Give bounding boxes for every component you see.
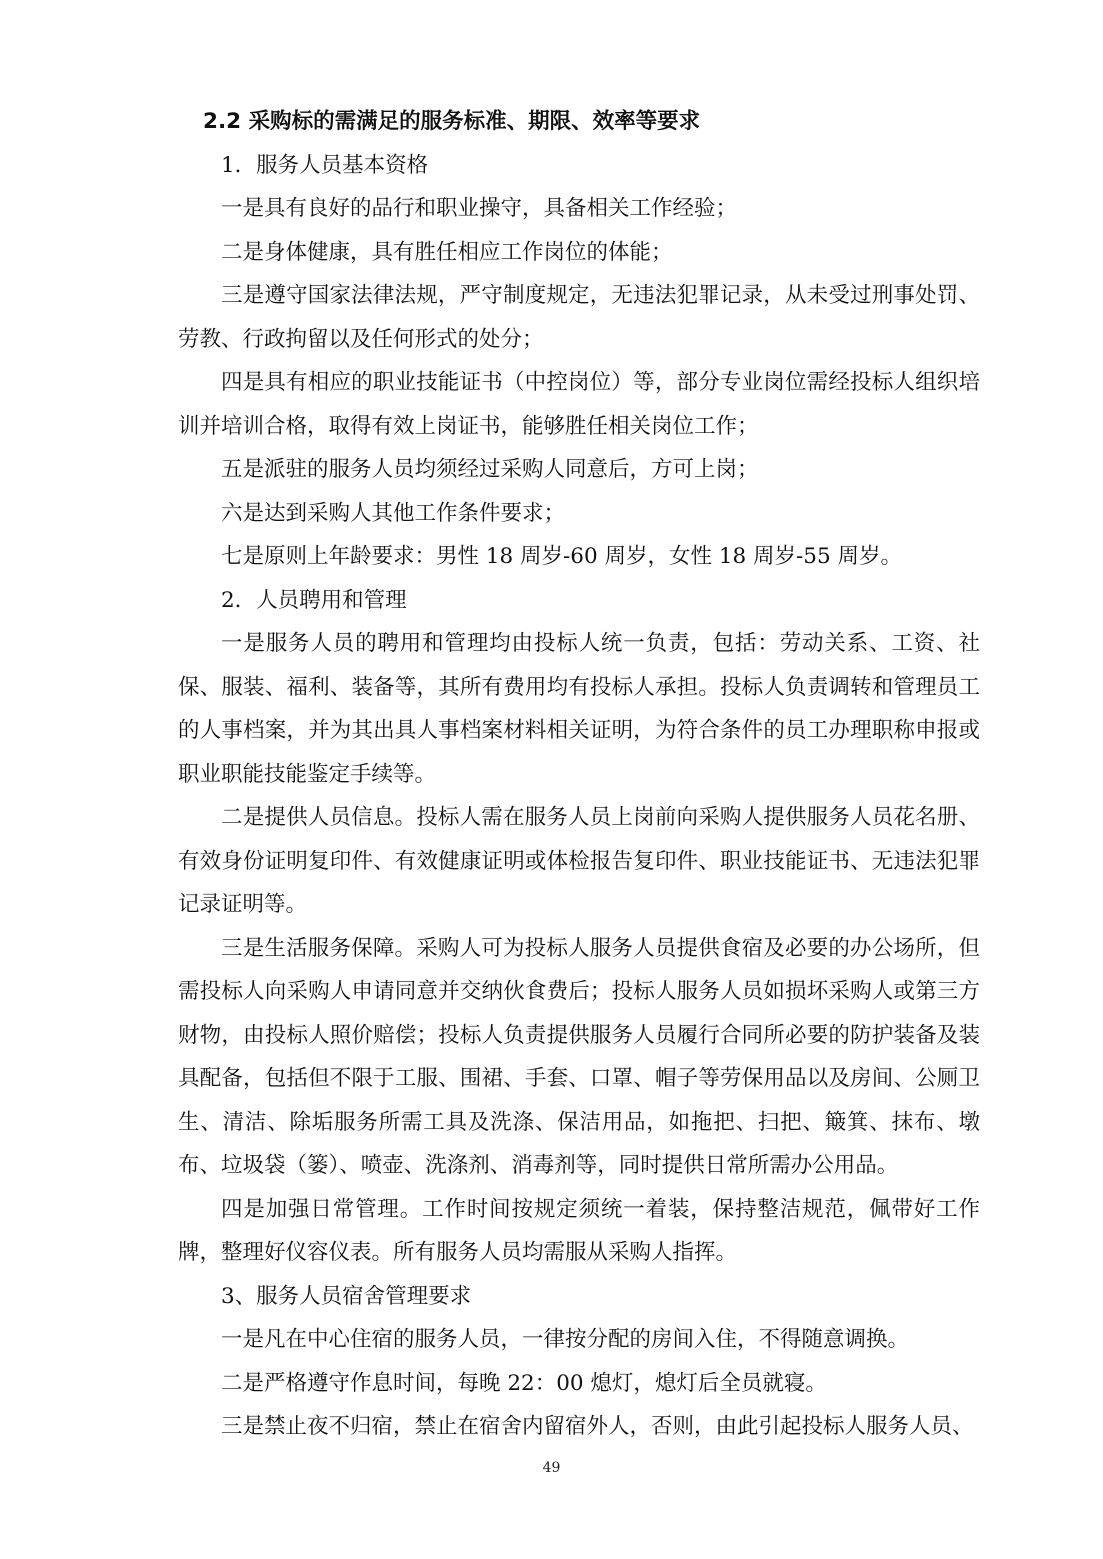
paragraph: 四是加强日常管理。工作时间按规定须统一着装，保持整洁规范，佩带好工作牌，整理好仪容仪表。所有服务人员均需服从采购人指挥。 [178,1196,980,1265]
paragraph: 六是达到采购人其他工作条件要求； [221,500,566,526]
paragraph: 四是具有相应的职业技能证书（中控岗位）等，部分专业岗位需经投标人组织培训并培训合格，取得有效上岗证书，能够胜任相关岗位工作； [178,370,980,439]
paragraph: 五是派驻的服务人员均须经过采购人同意后，方可上岗； [221,457,759,482]
subsection-title-basic-qualifications: 1．服务人员基本资格 [221,152,429,178]
paragraph: 一是具有良好的品行和职业操守，具备相关工作经验； [221,196,738,221]
paragraph: 二是提供人员信息。投标人需在服务人员上岗前向采购人提供服务人员花名册、有效身份证明复印件、有效健康证明或体检报告复印件、职业技能证书、无违法犯罪记录证明等。 [178,805,980,917]
document-body [178,100,980,1449]
subsection-title-hiring-management: 2．人员聘用和管理 [221,587,407,613]
paragraph: 一是服务人员的聘用和管理均由投标人统一负责，包括：劳动关系、工资、社保、服装、福利、装备等，其所有费用均有投标人承担。投标人负责调转和管理员工的人事档案，并为其出具人事档案材料相关证明，为符合条件的员工办理职称申报或职业职能技能鉴定手续等。 [178,631,980,787]
paragraph: 三是遵守国家法律法规，严守制度规定，无违法犯罪记录，从未受过刑事处罚、劳教、行政拘留以及任何形式的处分； [178,283,980,352]
paragraph: 三是禁止夜不归宿，禁止在宿舍内留宿外人，否则，由此引起投标人服务人员、 [221,1414,974,1439]
paragraph: 三是生活服务保障。采购人可为投标人服务人员提供食宿及必要的办公场所，但需投标人向采购人申请同意并交纳伙食费后；投标人服务人员如损坏采购人或第三方财物，由投标人照价赔偿；投标人负责提供服务人员履行合同所必要的防护装备及装具配备，包括但不限于工服、围裙、手套、口罩、帽子等劳保用品以及房间、公厕卫生、清洁、除垢服务所需工具及洗涤、保洁用品，如拖把、扫把、簸箕、抹布、墩布、垃圾袋（篓）、喷壶、洗涤剂、消毒剂等，同时提供日常所需办公用品。 [178,935,980,1178]
paragraph: 二是身体健康，具有胜任相应工作岗位的体能； [221,239,673,265]
page-number: 49 [542,1460,561,1476]
paragraph: 七是原则上年龄要求：男性 18 周岁-60 周岁，女性 18 周岁-55 周岁。 [221,544,902,569]
paragraph: 二是严格遵守作息时间，每晚 22：00 熄灯，熄灯后全员就寝。 [221,1370,827,1396]
paragraph: 一是凡在中心住宿的服务人员，一律按分配的房间入住，不得随意调换。 [221,1327,910,1352]
subsection-title-dormitory: 3、服务人员宿舍管理要求 [221,1283,472,1309]
section-heading: 2.2 采购标的需满足的服务标准、期限、效率等要求 [203,109,701,134]
